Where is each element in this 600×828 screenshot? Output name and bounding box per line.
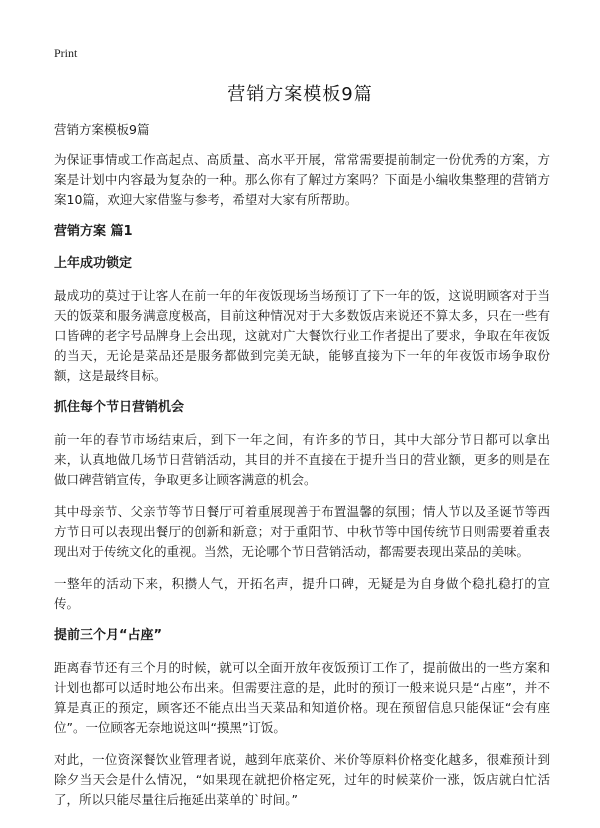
article-subtitle: 营销方案模板9篇 [54, 122, 150, 137]
print-link[interactable]: Print [54, 46, 78, 60]
paragraph: 前一年的春节市场结束后，到下一年之间，有许多的节日，其中大部分节日都可以拿出来，认真地做几场节日营销活动，其目的并不直接在于提升当日的营业额，更多的则是在做口碑营销宣传，争取更多让顾客满意的机会。 [54, 432, 550, 487]
article-body [54, 120, 550, 822]
paragraph: 最成功的莫过于让客人在前一年的年夜饭现场当场预订了下一年的饭，这说明顾客对于当天的饭菜和服务满意度极高，目前这种情况对于大多数饭店来说还不算太多，只在一些有口皆碑的老字号品牌身上会出现，这就对广大餐饮行业工作者提出了要求，争取在年夜饭的当天，无论是菜品还是服务都做到完美无缺，能够直接为下一年的年夜饭市场争取份额，这是最终目标。 [54, 288, 550, 383]
section-heading: 抓住每个节日营销机会 [54, 400, 185, 415]
paragraph: 一整年的活动下来，积攒人气，开拓名声，提升口碑，无疑是为自身做个稳扎稳打的宣传。 [54, 576, 550, 611]
chapter-heading: 营销方案 篇1 [54, 224, 133, 239]
section-heading: 提前三个月“占座” [54, 628, 163, 643]
section-heading: 上年成功锁定 [54, 256, 133, 271]
paragraph: 其中母亲节、父亲节等节日餐厅可着重展现善于布置温馨的氛围；情人节以及圣诞节等西方节日可以表现出餐厅的创新和新意；对于重阳节、中秋节等中国传统节日则需要着重表现出对于传统文化的重视。当然，无论哪个节日营销活动，都需要表现出菜品的美味。 [54, 504, 550, 559]
paragraph: 对此，一位资深餐饮业管理者说，越到年底菜价、米价等原料价格变化越多，很难预计到除夕当天会是什么情况，“如果现在就把价格定死，过年的时候菜价一涨，饭店就白忙活了，所以只能尽量往后拖延出菜单的`时间。” [54, 752, 550, 807]
page-title: 营销方案模板9篇 [227, 84, 373, 105]
intro-paragraph: 为保证事情或工作高起点、高质量、高水平开展，常常需要提前制定一份优秀的方案，方案是计划中内容最为复杂的一种。那么你有了解过方案吗？下面是小编收集整理的营销方案10篇，欢迎大家借鉴与参考，希望对大家有所帮助。 [54, 152, 550, 207]
paragraph: 距离春节还有三个月的时候，就可以全面开放年夜饭预订工作了，提前做出的一些方案和计划也都可以适时地公布出来。但需要注意的是，此时的预订一般来说只是“占座”，并不算是真正的预定，顾客还不能点出当天菜品和知道价格。现在预留信息只能保证“会有座位”。一位顾客无奈地说这叫“摸黑”订饭。 [54, 660, 550, 735]
